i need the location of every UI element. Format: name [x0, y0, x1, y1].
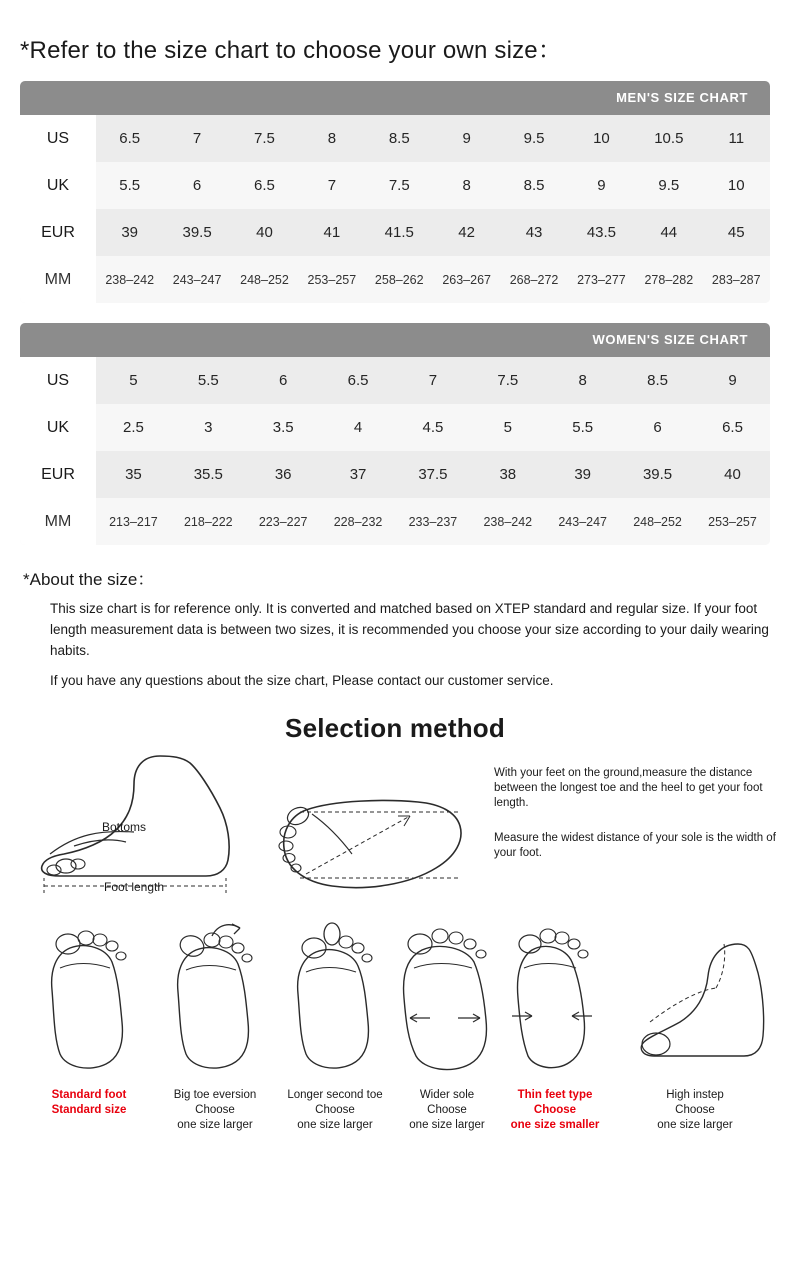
bottoms-label: Bottoms — [102, 820, 147, 834]
measure-note-2: Measure the widest distance of your sole is the width of your foot. — [494, 832, 776, 859]
table-row — [20, 256, 770, 303]
foot-type-name: Longer second toe — [287, 1089, 383, 1101]
table-row — [20, 209, 770, 256]
foot-type-line3: one size smaller — [510, 1119, 600, 1131]
table-cell: 253–257 — [298, 256, 365, 303]
measurement-diagrams — [20, 754, 776, 914]
table-cell: 10.5 — [635, 115, 702, 162]
table-cell: 43.5 — [568, 209, 635, 256]
foot-type-name: High instep — [666, 1089, 724, 1101]
table-cell: 273–277 — [568, 256, 635, 303]
foot-type-caption — [156, 1088, 274, 1133]
table-cell: 278–282 — [635, 256, 702, 303]
table-cell: 6 — [620, 404, 695, 451]
standard-foot-icon — [30, 918, 148, 1083]
table-cell: 10 — [703, 162, 770, 209]
table-cell: 45 — [703, 209, 770, 256]
high-instep-icon — [620, 918, 770, 1083]
table-cell: 6 — [163, 162, 230, 209]
table-cell: 9 — [568, 162, 635, 209]
foot-type-big-toe-eversion — [156, 918, 274, 1133]
table-cell: 39.5 — [620, 451, 695, 498]
table-cell: 6 — [246, 357, 321, 404]
table-cell: 36 — [246, 451, 321, 498]
table-cell: 3 — [171, 404, 246, 451]
table-cell: 238–242 — [96, 256, 163, 303]
selection-method-title: Selection method — [285, 713, 505, 743]
table-cell: 39 — [545, 451, 620, 498]
row-label: US — [20, 115, 96, 162]
table-cell: 248–252 — [620, 498, 695, 545]
foot-type-line2: Standard size — [51, 1104, 127, 1116]
foot-type-name: Standard foot — [51, 1089, 127, 1101]
foot-type-high-instep — [620, 918, 770, 1133]
row-label: EUR — [20, 451, 96, 498]
table-cell: 4.5 — [396, 404, 471, 451]
table-cell: 40 — [695, 451, 770, 498]
measurement-notes — [494, 766, 790, 861]
table-cell: 8.5 — [620, 357, 695, 404]
foot-side-view-icon — [30, 754, 250, 899]
mens-size-table — [20, 115, 770, 303]
foot-type-line2: Choose — [427, 1104, 467, 1116]
table-cell: 10 — [568, 115, 635, 162]
table-cell: 44 — [635, 209, 702, 256]
table-cell: 6.5 — [321, 357, 396, 404]
foot-type-caption — [30, 1088, 148, 1118]
about-paragraph-1: This size chart is for reference only. It is converted and matched based on XTEP standard and regular size. If your foot length measurement data is between two sizes, it is recommended you choose your size according to your daily wearing habits. — [50, 601, 769, 658]
table-cell: 39 — [96, 209, 163, 256]
table-cell: 238–242 — [470, 498, 545, 545]
table-cell: 248–252 — [231, 256, 298, 303]
foot-type-line2: Choose — [675, 1104, 715, 1116]
size-guide-page — [0, 30, 790, 1275]
foot-type-line3: one size larger — [177, 1119, 253, 1131]
table-cell: 7 — [396, 357, 471, 404]
foot-type-name: Wider sole — [419, 1089, 475, 1101]
table-cell: 37.5 — [396, 451, 471, 498]
table-cell: 263–267 — [433, 256, 500, 303]
mens-size-chart-header: MEN'S SIZE CHART — [20, 81, 770, 115]
row-label: UK — [20, 404, 96, 451]
foot-type-caption — [276, 1088, 394, 1133]
table-cell: 5.5 — [171, 357, 246, 404]
table-cell: 35.5 — [171, 451, 246, 498]
table-cell: 218–222 — [171, 498, 246, 545]
table-cell: 7.5 — [470, 357, 545, 404]
table-cell: 9.5 — [500, 115, 567, 162]
table-cell: 233–237 — [396, 498, 471, 545]
table-row — [20, 404, 770, 451]
table-cell: 9 — [433, 115, 500, 162]
table-cell: 5.5 — [96, 162, 163, 209]
foot-type-line3: one size larger — [297, 1119, 373, 1131]
foot-type-longer-second-toe — [276, 918, 394, 1133]
row-label: EUR — [20, 209, 96, 256]
womens-size-chart-header: WOMEN'S SIZE CHART — [20, 323, 770, 357]
row-label: UK — [20, 162, 96, 209]
table-cell: 268–272 — [500, 256, 567, 303]
foot-type-standard — [30, 918, 148, 1118]
womens-size-table — [20, 357, 770, 545]
table-row — [20, 162, 770, 209]
table-cell: 7 — [163, 115, 230, 162]
table-cell: 11 — [703, 115, 770, 162]
about-size-title: *About the size： — [23, 570, 155, 589]
foot-type-line3: one size larger — [657, 1119, 733, 1131]
table-cell: 243–247 — [163, 256, 230, 303]
foot-type-line2: Choose — [315, 1104, 355, 1116]
table-cell: 258–262 — [366, 256, 433, 303]
table-cell: 6.5 — [231, 162, 298, 209]
table-cell: 42 — [433, 209, 500, 256]
table-cell: 43 — [500, 209, 567, 256]
foot-type-caption — [620, 1088, 770, 1133]
longer-second-toe-icon — [276, 918, 394, 1083]
page-title: *Refer to the size chart to choose your own size： — [20, 37, 563, 64]
about-paragraph-2: If you have any questions about the size chart, Please contact our customer service. — [50, 673, 554, 688]
table-cell: 243–247 — [545, 498, 620, 545]
table-cell: 9 — [695, 357, 770, 404]
table-cell: 9.5 — [635, 162, 702, 209]
foot-top-view-icon — [260, 754, 480, 899]
table-cell: 6.5 — [96, 115, 163, 162]
foot-type-line2: Choose — [533, 1104, 577, 1116]
foot-type-name: Big toe eversion — [173, 1089, 257, 1101]
table-row — [20, 498, 770, 545]
table-cell: 39.5 — [163, 209, 230, 256]
table-cell: 213–217 — [96, 498, 171, 545]
table-cell: 223–227 — [246, 498, 321, 545]
table-cell: 5 — [470, 404, 545, 451]
womens-size-chart — [20, 323, 770, 545]
table-cell: 35 — [96, 451, 171, 498]
table-cell: 253–257 — [695, 498, 770, 545]
table-cell: 41.5 — [366, 209, 433, 256]
table-row — [20, 115, 770, 162]
table-cell: 8 — [298, 115, 365, 162]
table-cell: 4 — [321, 404, 396, 451]
row-label: MM — [20, 256, 96, 303]
table-cell: 6.5 — [695, 404, 770, 451]
big-toe-eversion-icon — [156, 918, 274, 1083]
table-cell: 7.5 — [231, 115, 298, 162]
table-cell: 8.5 — [366, 115, 433, 162]
table-cell: 2.5 — [96, 404, 171, 451]
table-cell: 8 — [433, 162, 500, 209]
foot-type-line2: Choose — [195, 1104, 235, 1116]
foot-length-label: Foot length — [104, 880, 165, 894]
about-size-body — [50, 598, 770, 691]
table-cell: 40 — [231, 209, 298, 256]
row-label: US — [20, 357, 96, 404]
table-cell: 5 — [96, 357, 171, 404]
mens-size-chart — [20, 81, 770, 303]
foot-type-thin-feet — [480, 918, 630, 1133]
foot-type-name: Thin feet type — [517, 1089, 593, 1101]
foot-type-line3: one size larger — [409, 1119, 485, 1131]
table-cell: 283–287 — [703, 256, 770, 303]
table-cell: 8 — [545, 357, 620, 404]
measure-note-1: With your feet on the ground,measure the distance between the longest toe and the heel to get your foot length. — [494, 767, 763, 809]
table-cell: 8.5 — [500, 162, 567, 209]
table-row — [20, 357, 770, 404]
table-cell: 7 — [298, 162, 365, 209]
table-cell: 37 — [321, 451, 396, 498]
table-cell: 38 — [470, 451, 545, 498]
table-cell: 5.5 — [545, 404, 620, 451]
foot-type-caption — [480, 1088, 630, 1133]
table-cell: 7.5 — [366, 162, 433, 209]
table-cell: 3.5 — [246, 404, 321, 451]
foot-type-gallery — [20, 918, 770, 1148]
table-row — [20, 451, 770, 498]
row-label: MM — [20, 498, 96, 545]
thin-feet-icon — [480, 918, 630, 1083]
table-cell: 228–232 — [321, 498, 396, 545]
table-cell: 41 — [298, 209, 365, 256]
